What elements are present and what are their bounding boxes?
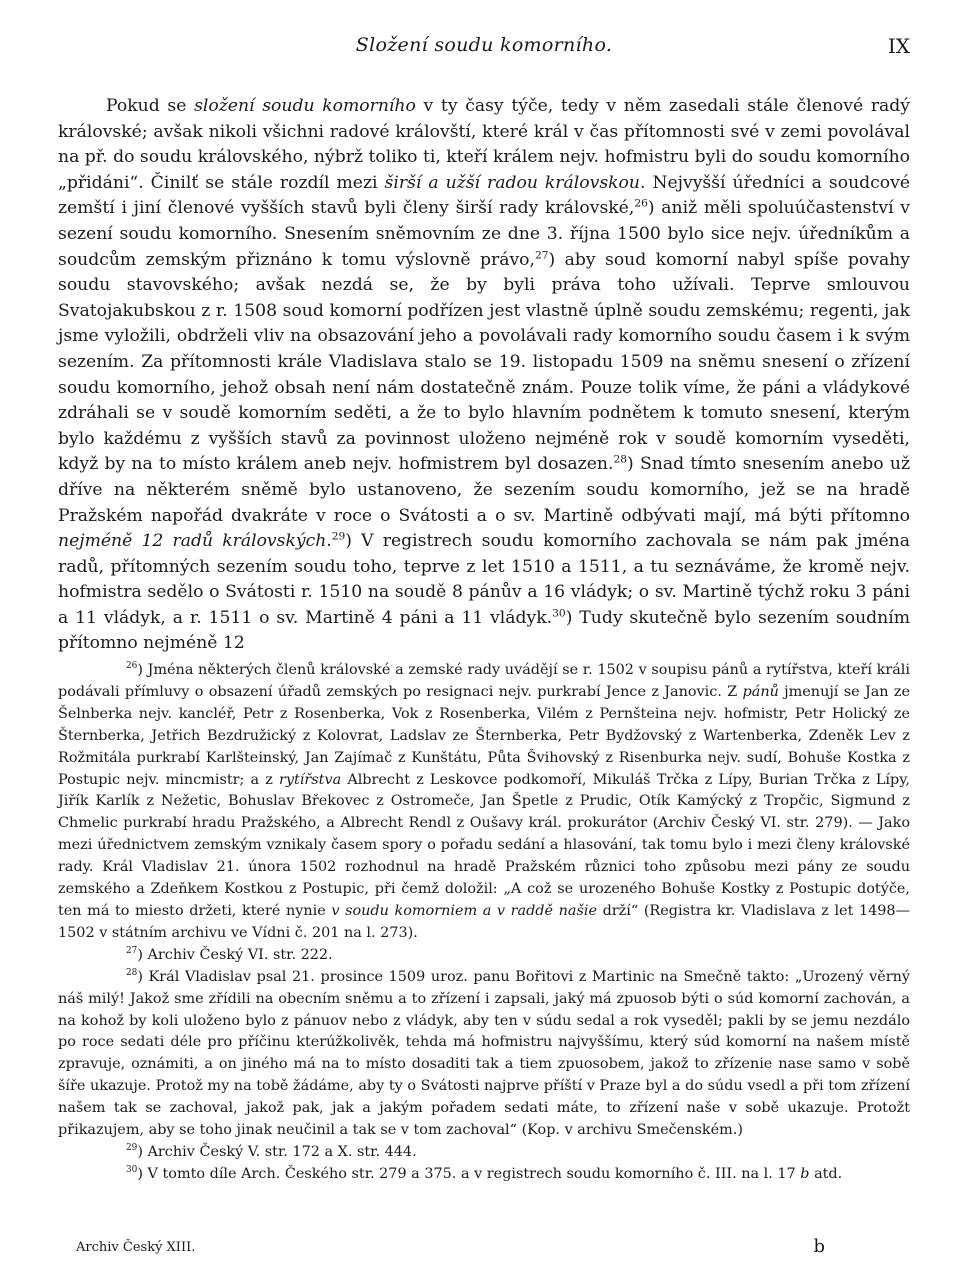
footnote-ref: 26 [634,196,648,210]
text-run: ) Král Vladislav psal 21. prosince 1509 uroz. panu Bořitovi z Martinic na Smečně takto: „Urozený věrný náš milý! Jakož sme zřídili na obecním sněmu a to zřízení i zapsali, jaký má zpuosob býti o súd komorní zachován, a na kohož by koli uloženo bylo z pánuov nebo z vládyk, aby ten v súdu sedal a rok vyseděl; pakli by se jemu nezdálo po roce sedati déle pro příčinu kterúžkolivěk, tehda má hofmistru najvyššímu, který súd komorní na našem místě zpravuje, oznámiti, a on jiného má na to místo dosaditi tak a tiem zpuosobem, jakož to zřízenie nase samo v sobě šíře ukazuje. Protož my na tobě žádáme, aby ty o Svátosti najprve příští v Praze byl a do súdu vsedl a při tom zřízení našem tak se zachoval, jakož pak, jak a jakým pořadem sedati máte, to zřízení naše v sobě ukazuje. Protožt přikazujem, aby se toho jinak neučinil a tak se v tom zachoval“ (Kop. v archivu Smečenském.) [58,968,910,1139]
footnote-30 [58,1164,910,1186]
page-number: IX [887,34,910,58]
footnote-28 [58,967,910,1142]
main-text [58,94,910,657]
text-run: atd. [809,1165,843,1182]
footnote-29 [58,1142,910,1164]
emphasis: v soudu komorniem a v raddě našie [331,902,597,919]
emphasis: rytířstva [279,771,342,788]
page-header [58,34,910,64]
text-run: drží“ (Registra kr. Vladislava z let 1498—1502 v státním archivu ve Vídni č. 201 na l. 273). [58,902,910,941]
footnotes [58,660,910,1186]
footnote-number: 28 [126,967,138,978]
text-run: ) V registrech soudu komorního zachovala se nám pak jména radů, přítomných sezením soudu toho, teprve z let 1510 a 1511, a tu seznáváme, že kromě nejv. hofmistra sedělo o Svátosti r. 1510 na soudě 8 pánův a 16 vládyk; o sv. Martině týchž roku 3 páni a 11 vládyk, a r. 1511 o sv. Martině 4 páni a 11 vládyk. [58,531,910,628]
text-run: ) Jména některých členů královské a zemské rady uvádějí se r. 1502 v soupisu pánů a rytířstva, kteří králi podávali přímluvy o obsazení úřadů zemských po resignaci nejv. purkrabí Jence z Janovic. Z [58,662,910,700]
text-run: ) aniž měli spoluúčastenství v sezení soudu komorního. Snesením sněmovním ze dne 3. října 1500 bylo sice nejv. úředníkům a soudcům zemským přiznáno k tomu výslovně právo, [58,198,911,270]
footnote-26 [58,660,910,945]
footnote-ref: 29 [331,529,346,543]
emphasis: širší a užší radou královskou. [384,172,646,193]
text-run: Pokud se [106,96,195,116]
main-paragraph [58,94,910,657]
footnote-number: 30 [126,1165,138,1176]
text-run: ) Snad tímto snesením anebo už dříve na některém sněmě bylo ustanoveno, že sezením soudu komorního, jež se na hradě Pražském napořád dvakráte v roce o Svátosti a o sv. Martině odbývati mají, má býti přítomno [58,454,910,526]
text-run: ) Archiv Český V. str. 172 a X. str. 444. [137,1143,417,1160]
emphasis: pánů [742,683,779,700]
sheet-mark: b [813,1236,825,1257]
footnote-ref: 30 [552,606,566,620]
printer-signature: Archiv Český XIII. [76,1240,196,1255]
text-run: Albrecht z Leskovce podkomoří, Mikuláš Trčka z Lípy, Burian Trčka z Lípy, Jiřík Karlík z Nežetic, Bohuslav Břekovec z Ostromeče, Jan Špetle z Prudic, Otík Kamýcký z Tropčic, Sigmund z Chmelic purkrabí hradu Pražského, a Albrecht Rendl z Oušavy král. prokurátor (Archiv Český VI. str. 279). — Jako mezi úřednictvem zemským vznikaly časem spory o pořadu sedání a hlasování, tak tomu bylo i mezi členy královské rady. Král Vladislav 21. února 1502 rozhodnul na hradě Pražském různici toho způsobu mezi pány ze soudu zemského a Zdeňkem Kostkou z Postupic, při čemž doložil: „A což se urozeného Bohuše Kostky z Postupic dotýče, ten má to miesto držeti, které nynie [58,771,910,919]
running-title: Složení soudu komorního. [355,34,613,56]
footnote-number: 29 [126,1143,138,1154]
emphasis: složení soudu komorního [194,96,416,116]
emphasis: nejméně 12 radů královských. [58,531,332,552]
footnote-ref: 27 [534,247,549,261]
text-run: ) aby soud komorní nabyl spíše povahy soudu stavovského; avšak nezdá se, že by byli práva toho užívali. Teprve smlouvou Svatojakubskou z r. 1508 soud komorní podřízen jest vlastně úplně soudu zemskému; regenti, jak jsme vyložili, obdrželi vliv na obsazování jeho a povolávali rady komorního soudu časem i k svým sezením. Za přítomnosti krále Vladislava stalo se 19. listopadu 1509 na sněmu snesení o zřízení soudu komorního, jehož obsah není nám dostatečně znám. Pouze tolik víme, že páni a vládykové zdráhali se v soudě komorním seděti, a že to bylo hlavním podnětem k tomuto snesení, kterým bylo každému z vyšších stavů za povinnost uloženo nejméně rok v soudě komorním vyseděti, když by na to místo králem aneb nejv. hofmistrem byl dosazen. [58,249,910,475]
text-run: ) Archiv Český VI. str. 222. [137,946,333,963]
page-footer [76,1236,910,1258]
footnote-27 [58,945,910,967]
footnote-ref: 28 [613,452,628,466]
footnote-number: 26 [126,661,138,672]
footnote-number: 27 [126,945,138,956]
emphasis: b [800,1165,810,1182]
text-run: ) Tudy skutečně bylo sezením soudním přítomno nejméně 12 [58,607,911,654]
text-run: Nejvyšší úředníci a soudcové zemští i jiní členové vyšších stavů byli členy širší rady královské, [58,172,910,219]
text-run: ) V tomto díle Arch. Českého str. 279 a 375. a v registrech soudu komorního č. III. na l. 17 [137,1165,801,1182]
text-run: v ty časy týče, tedy v něm zasedali stále členové radý královské; avšak nikoli všichni radové královští, které král v čas přítomnosti své v zemi povolával na př. do soudu královského, nýbrž toliko ti, kteří králem nejv. hofmistru byli do soudu komorního „přidáni“. Činilť se stále rozdíl mezi [58,96,911,193]
text-run: jmenují se Jan ze Šelnberka nejv. kancléř, Petr z Rosenberka, Vok z Rosenberka, Vilém z Pernšteina nejv. hofmistr, Petr Holický ze Šternberka, Jetřich Bezdružický z Kolovrat, Ladslav ze Šternberka, Petr Bydžovský z Wartenberka, Zdeněk Lev z Rožmitála purkrabí Karlšteinský, Jan Zajímač z Kunštátu, Půta Švihovský z Risenburka nejv. sudí, Bohuše Kostka z Postupic nejv. mincmistr; a z [58,683,911,788]
